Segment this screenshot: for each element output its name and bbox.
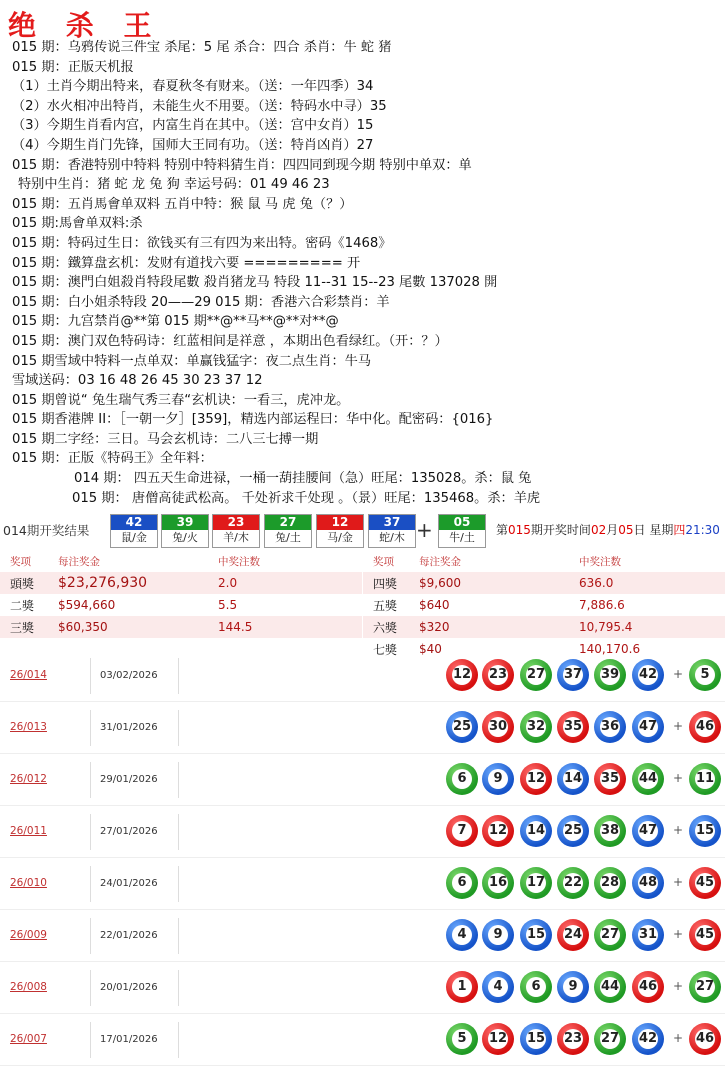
number-ball: 35 [594,763,626,795]
text-line: 015 期：正版《特码王》全年料： [12,451,213,467]
number-ball: 28 [594,867,626,899]
plus-sign: + [673,875,684,889]
number-ball: 16 [482,867,514,899]
text-line: 015 期曾说“ 兔生瑞气秀三春“玄机诀：一看三，虎冲龙。 [12,392,350,408]
number-ball: 32 [520,711,552,743]
special-number-ball: 45 [689,919,721,951]
number-ball: 9 [557,971,589,1003]
text-line: 015 期：特码过生日：欲钱买有三有四为来出特。密码《1468》 [12,235,392,251]
draw-date: 31/01/2026 [100,722,158,733]
number-ball: 1 [446,971,478,1003]
number-ball: 42 [632,1023,664,1055]
number-ball: 30 [482,711,514,743]
number-ball: 15 [520,919,552,951]
draw-ball: 37 蛇/木 [368,514,416,548]
number-ball: 27 [594,919,626,951]
text-line: 015 期：正版天机报 [12,59,134,75]
number-ball: 22 [557,867,589,899]
prize-row: 四獎 $9,600 636.0 [363,572,725,594]
number-ball: 44 [632,763,664,795]
number-ball: 47 [632,711,664,743]
history-row [0,806,725,858]
number-ball: 39 [594,659,626,691]
text-line: 015 期香港牌 II：［一朝一夕］[359]，精选内部运程曰：华中化。配密码：{016} [12,412,494,428]
plus-sign: + [673,979,684,993]
text-line: （1）土肖今期出特来，春夏秋冬有财来。（送：一年四季）34 [12,79,374,95]
number-ball: 14 [557,763,589,795]
draw-result-bar [0,512,725,546]
number-ball: 25 [446,711,478,743]
history-row [0,858,725,910]
period-link[interactable]: 26/009 [10,929,47,941]
number-ball: 9 [482,919,514,951]
draw-date: 27/01/2026 [100,826,158,837]
number-ball: 48 [632,867,664,899]
draw-date: 24/01/2026 [100,878,158,889]
draw-ball: 27 兔/土 [264,514,312,548]
number-ball: 9 [482,763,514,795]
special-number-ball: 15 [689,815,721,847]
draw-date: 29/01/2026 [100,774,158,785]
special-number-ball: 11 [689,763,721,795]
text-line: 015 期：五肖馬會单双料 五肖中特：猴 鼠 马 虎 兔（？） [12,196,353,212]
number-ball: 15 [520,1023,552,1055]
prize-table-left: 奖项 每注奖金 中奖注数 頭獎 $23,276,930 2.0 二獎 $594,660 5.5 三獎 $60,350 144.5 [0,550,362,638]
text-line: 雪域送码：03 16 48 26 45 30 23 37 12 [12,373,263,389]
number-ball: 36 [594,711,626,743]
prize-row: 六獎 $320 10,795.4 [363,616,725,638]
number-ball: 47 [632,815,664,847]
special-number-ball: 27 [689,971,721,1003]
plus-sign: + [673,927,684,941]
history-row [0,754,725,806]
text-line: 015 期：九宫禁肖@**第 015 期**@**马**@**对**@ [12,314,339,330]
text-line: 015 期：香港特别中特料 特别中特料猜生肖：四四同到现今期 特别中单双：单 [12,157,472,173]
draw-ball: 23 羊/木 [212,514,260,548]
plus-sign: + [673,771,684,785]
number-ball: 6 [446,867,478,899]
number-ball: 31 [632,919,664,951]
number-ball: 35 [557,711,589,743]
number-ball: 7 [446,815,478,847]
number-ball: 44 [594,971,626,1003]
period-link[interactable]: 26/014 [10,669,47,681]
number-ball: 42 [632,659,664,691]
number-ball: 12 [482,815,514,847]
number-ball: 46 [632,971,664,1003]
history-row [0,962,725,1014]
page-title: 绝 杀 王 [8,9,162,42]
text-line: 015 期：澳门双色特码诗：红蓝相间是祥意 ，本期出色看绿红。（开：？） [12,333,448,349]
prize-row: 三獎 $60,350 144.5 [0,616,362,638]
prize-table-right: 奖项 每注奖金 中奖注数 四獎 $9,600 636.0 五獎 $640 7,886.6 六獎 $320 10,795.4 七獎 $40 140,170.6 [363,550,725,660]
plus-sign: + [673,1031,684,1045]
prediction-text-block [12,38,722,508]
special-number-ball: 5 [689,659,721,691]
number-ball: 37 [557,659,589,691]
period-link[interactable]: 26/010 [10,877,47,889]
number-ball: 38 [594,815,626,847]
period-link[interactable]: 26/011 [10,825,47,837]
plus-sign: + [673,667,684,681]
history-row [0,1014,725,1066]
draw-ball: 42 鼠/金 [110,514,158,548]
text-line: 015 期：鐵算盘玄机：发财有道找六要 ========= 开 [12,255,361,271]
text-line: 014 期： 四五天生命进禄，一桶一葫挂腰间（急）旺尾：135028。杀：鼠 兔 [74,471,532,487]
number-ball: 24 [557,919,589,951]
prize-row: 七獎 $40 140,170.6 [363,638,725,660]
number-ball: 14 [520,815,552,847]
number-ball: 23 [482,659,514,691]
plus-sign: + [416,518,433,542]
text-line: 015 期： 唐僧高徒武松高。 千处祈求千处现 。（景）旺尾：135468。杀：羊虎 [72,490,541,506]
period-link[interactable]: 26/008 [10,981,47,993]
text-line: （3）今期生肖看内宫，内富生肖在其中。（送：宫中女肖）15 [12,118,374,134]
prize-row: 二獎 $594,660 5.5 [0,594,362,616]
number-ball: 25 [557,815,589,847]
draw-date: 20/01/2026 [100,982,158,993]
draw-date: 22/01/2026 [100,930,158,941]
number-ball: 12 [482,1023,514,1055]
text-line: 015 期:馬會单双料:杀 [12,216,143,232]
draw-date: 03/02/2026 [100,670,158,681]
number-ball: 12 [520,763,552,795]
number-ball: 4 [482,971,514,1003]
plus-sign: + [673,823,684,837]
history-row [0,650,725,702]
period-link[interactable]: 26/013 [10,721,47,733]
number-ball: 12 [446,659,478,691]
special-number-ball: 46 [689,1023,721,1055]
text-line: （2）水火相冲出特肖，未能生火不用要。（送：特码水中寻）35 [12,98,387,114]
text-line: 015 期雪域中特料一点单双：单赢钱猛字：夜二点生肖：牛马 [12,353,372,369]
number-ball: 6 [446,763,478,795]
history-row [0,910,725,962]
special-ball: 05 牛/土 [438,514,486,548]
period-link[interactable]: 26/012 [10,773,47,785]
text-line: （4）今期生肖门先锋，国师大王同有功。（送：特肖凶肖）27 [12,137,374,153]
number-ball: 23 [557,1023,589,1055]
special-number-ball: 45 [689,867,721,899]
draw-ball: 12 马/金 [316,514,364,548]
text-line: 015 期：白小姐杀特段 20——29 015 期：香港六合彩禁肖：羊 [12,294,390,310]
period-link[interactable]: 26/007 [10,1033,47,1045]
text-line: 015 期：澳門白姐殺肖特段尾數 殺肖猪龙马 特段 11--31 15--23 尾數 137028 開 [12,275,498,291]
prize-row: 頭獎 $23,276,930 2.0 [0,572,362,594]
number-ball: 17 [520,867,552,899]
text-line: 特别中生肖：猪 蛇 龙 兔 狗 幸运号码：01 49 46 23 [18,177,330,193]
number-ball: 4 [446,919,478,951]
special-number-ball: 46 [689,711,721,743]
next-draw-info: 第015期开奖时间02月05日 星期四21:30 [496,523,720,537]
draw-ball: 39 兔/火 [161,514,209,548]
text-line: 015 期二字经：三日。马会玄机诗：二八三七搏一期 [12,431,319,447]
number-ball: 5 [446,1023,478,1055]
prize-row: 五獎 $640 7,886.6 [363,594,725,616]
draw-result-label: 014期开奖结果 [3,523,90,538]
draw-date: 17/01/2026 [100,1034,158,1045]
history-row [0,702,725,754]
number-ball: 27 [520,659,552,691]
number-ball: 6 [520,971,552,1003]
plus-sign: + [673,719,684,733]
number-ball: 27 [594,1023,626,1055]
text-line: 015 期：乌鸦传说三件宝 杀尾：5 尾 杀合：四合 杀肖：牛 蛇 猪 [12,40,392,55]
